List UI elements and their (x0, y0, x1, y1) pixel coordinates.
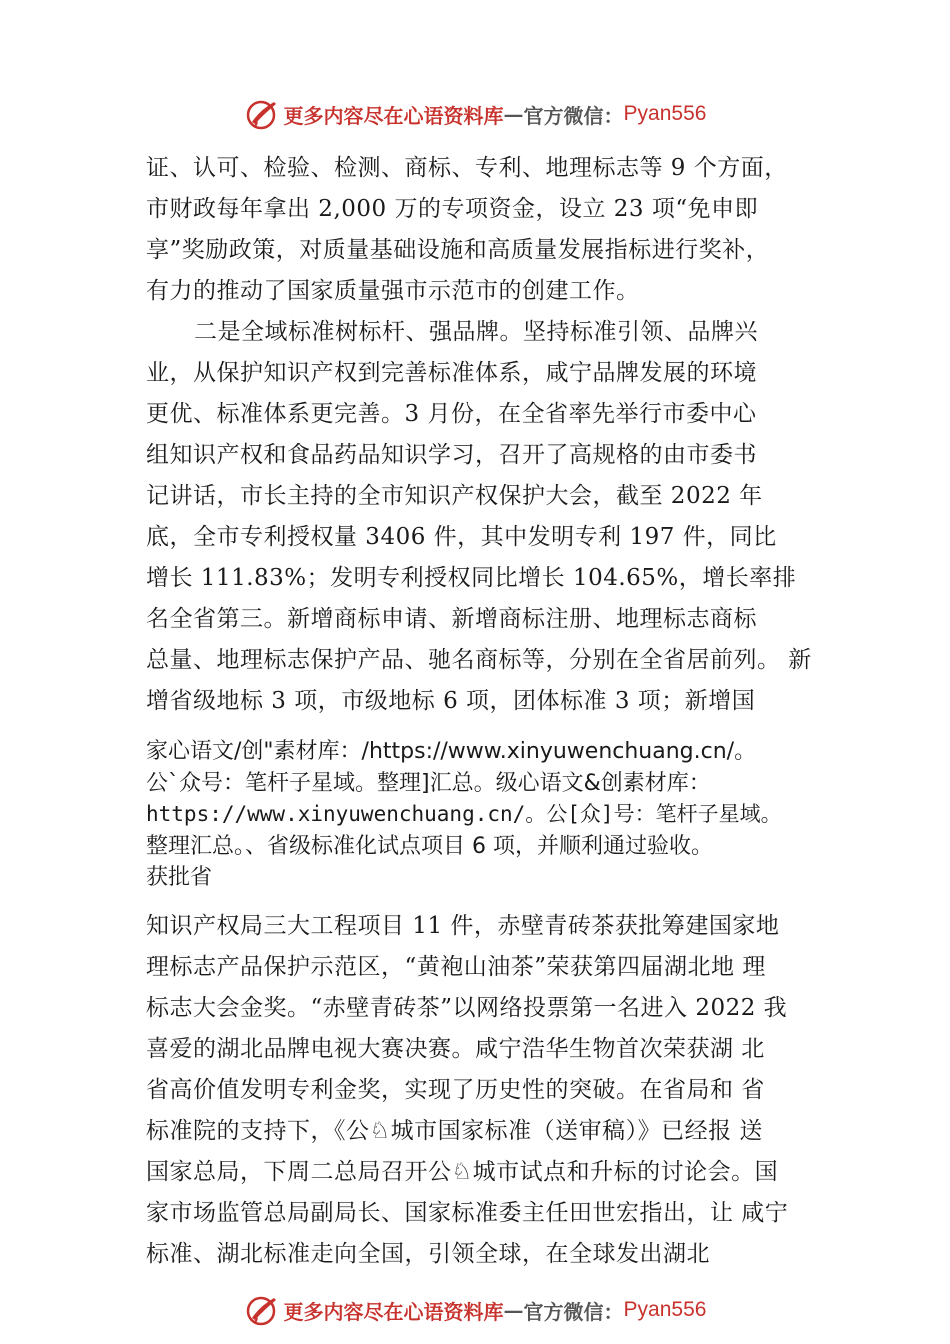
footer-banner (0, 1288, 950, 1332)
text-line: 标志大会金奖。“赤壁青砖茶”以网络投票第一名进入 2022 我 (146, 994, 788, 1021)
brush-logo-icon (244, 96, 280, 132)
text-line: https://www.xinyuwenchuang.cn/。公[众]号：笔杆子星域。 (146, 802, 782, 826)
text-line: 享”奖励政策，对质量基础设施和高质量发展指标进行奖补， (146, 237, 770, 263)
paragraph-3 (146, 906, 846, 1275)
brush-logo-icon (244, 1292, 280, 1328)
banner-dash: — (503, 1298, 524, 1322)
text-line: 家市场监管总局副局长、国家标准委主任田世宏指出，让 咸宁 (146, 1199, 789, 1226)
text-line: 业，从保护知识产权到完善标准体系，咸宁品牌发展的环境 (146, 360, 757, 386)
text-line: 家心语文/创"素材库：/https://www.xinyuwenchuang.cn/。 (146, 739, 757, 764)
text-line: 标准院的支持下，《公♘城市国家标准（送审稿）》已经报 送 (146, 1117, 763, 1144)
text-line: 底，全市专利授权量 3406 件，其中发明专利 197 件，同比 (146, 524, 777, 550)
document-body (146, 148, 846, 1275)
header-banner (0, 92, 950, 136)
text-line: 国家总局，下周二总局召开公♘城市试点和升标的讨论会。国 (146, 1158, 779, 1185)
text-line: 增省级地标 3 项，市级地标 6 项，团体标准 3 项；新增国 (146, 688, 756, 714)
text-line: 二是全域标准树标杆、强品牌。坚持标准引领、品牌兴 (194, 319, 758, 345)
banner-official-label: 官方微信： (523, 103, 624, 128)
text-line: 总量、地理标志保护产品、驰名商标等，分别在全省居前列。 新 (146, 647, 812, 673)
banner-dash: — (503, 102, 524, 126)
text-line: 喜爱的湖北品牌电视大赛决赛。咸宁浩华生物首次荣获湖 北 (146, 1035, 765, 1062)
text-line: 组知识产权和食品药品知识学习，召开了高规格的由市委书 (146, 442, 757, 468)
banner-main-text: 更多内容尽在心语资料库 (283, 103, 504, 128)
text-line: 更优、标准体系更完善。3 月份，在全省率先举行市委中心 (146, 401, 757, 427)
text-line: 证、认可、检验、检测、商标、专利、地理标志等 9 个方面， (146, 155, 788, 181)
text-line: 记讲话，市长主持的全市知识产权保护大会，截至 2022 年 (146, 483, 763, 509)
paragraph-1 (146, 148, 846, 312)
text-line: 知识产权局三大工程项目 11 件，赤壁青砖茶获批筹建国家地 (146, 912, 780, 939)
text-line: 理标志产品保护示范区，“黄袍山油茶”荣获第四届湖北地 理 (146, 953, 766, 980)
text-line: 增长 111.83%；发明专利授权同比增长 104.65%，增长率排 (146, 565, 797, 591)
banner-main-text: 更多内容尽在心语资料库 (283, 1299, 504, 1324)
text-line: 整理汇总。、省级标准化试点项目 6 项，并顺利通过验收。 (146, 833, 713, 859)
text-line: 有力的推动了国家质量强市示范市的创建工作。 (146, 278, 640, 304)
text-line: 公`众号：笔杆子星域。整理]汇总。级心语文&创素材库： (146, 770, 711, 796)
text-line: 标准、湖北标准走向全国，引领全球，在全球发出湖北 (146, 1240, 710, 1267)
text-line: 名全省第三。新增商标申请、新增商标注册、地理标志商标 (146, 606, 757, 632)
banner-wechat-id: Pyan556 (623, 1298, 707, 1321)
paragraph-2 (146, 312, 846, 722)
text-line: 省高价值发明专利金奖，实现了历史性的突破。在省局和 省 (146, 1076, 765, 1103)
banner-wechat-id: Pyan556 (623, 102, 707, 125)
watermark-text-block (146, 736, 846, 894)
text-line: 市财政每年拿出 2,000 万的专项资金，设立 23 项“免申即 (146, 196, 759, 222)
banner-official-label: 官方微信： (523, 1299, 624, 1324)
text-line: 获批省 (146, 865, 213, 890)
